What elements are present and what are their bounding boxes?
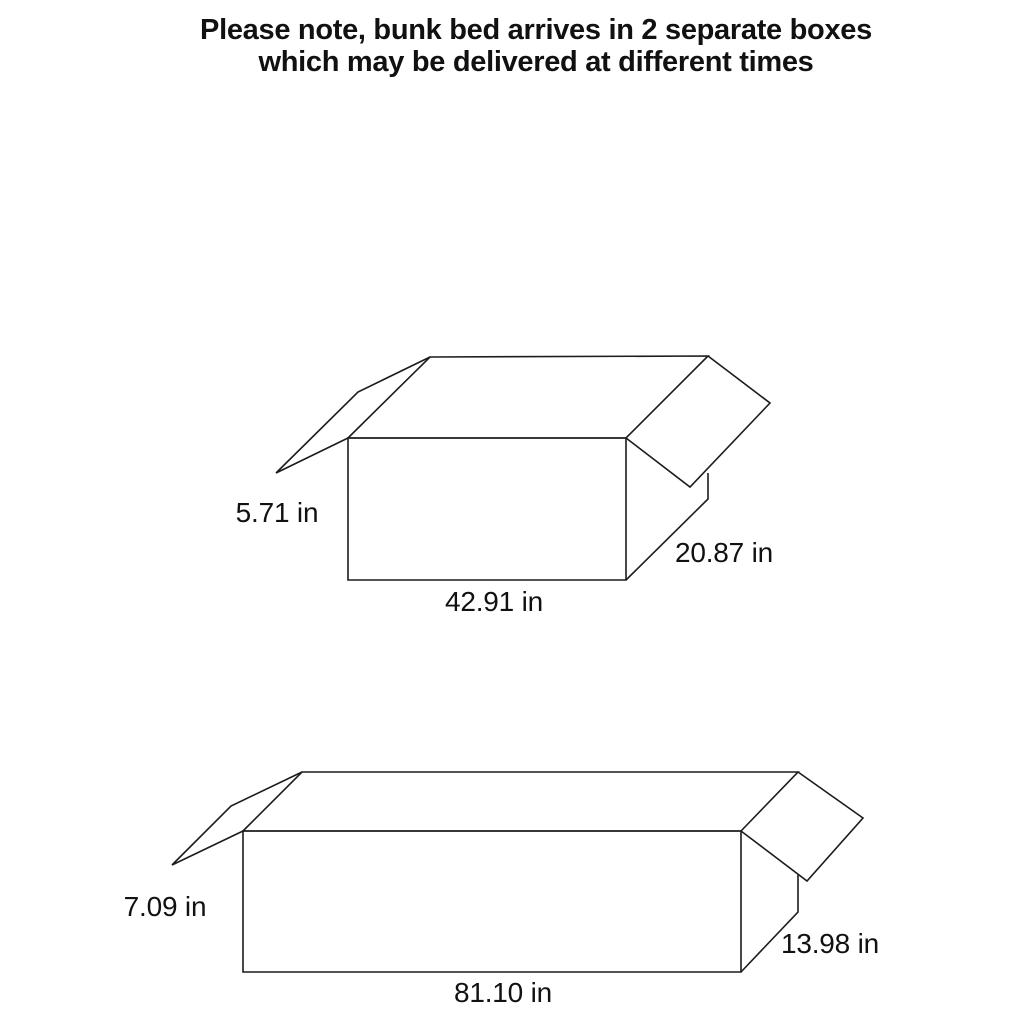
box1-width-label: 42.91 in (444, 586, 544, 617)
box2-front-face (243, 831, 741, 972)
box2-top-face (243, 772, 798, 831)
box2-width-label: 81.10 in (453, 977, 553, 1008)
box2-depth-label: 13.98 in (780, 928, 880, 959)
box1-front-face (348, 438, 626, 580)
page-title-line-1: Please note, bunk bed arrives in 2 separate boxes (200, 14, 872, 46)
box2-height-label: 7.09 in (123, 891, 207, 922)
page-title-line-2: which may be delivered at different times (258, 46, 814, 78)
box1-top-face (348, 356, 708, 438)
box1-right-flap (626, 356, 770, 487)
box1-height-label: 5.71 in (235, 497, 319, 528)
box1-depth-label: 20.87 in (674, 537, 774, 568)
box1-left-flap (276, 357, 430, 473)
box2-left-flap (172, 772, 302, 865)
box2-right-flap (741, 772, 863, 881)
